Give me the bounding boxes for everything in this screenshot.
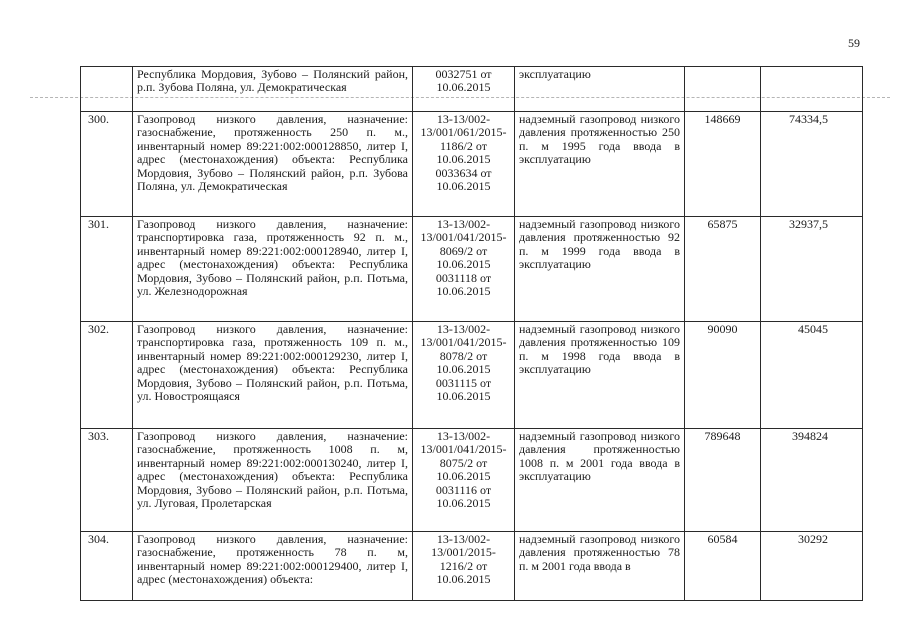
object-characteristics: надземный газопровод низкого давления протяженностью 78 п. м 2001 года ввода в [515,532,685,601]
value-amount: 60584 [685,532,761,601]
value-amount: 148669 [685,112,761,217]
page-number: 59 [848,36,860,50]
object-characteristics: надземный газопровод низкого давления протяженностью 92 п. м 1999 года ввода в эксплуатацию [515,217,685,322]
object-description: Республика Мордовия, Зубово – Полянский район, р.п. Зубова Поляна, ул. Демократическая [133,67,413,112]
row-number: 303. [81,429,133,532]
object-description: Газопровод низкого давления, назначение: транспортировка газа, протяженность 92 п. м., инвентарный номер 89:221:002:000128940, литер I, адрес (местонахождения) объекта: Республика Мордовия, Зубово – Полянский район, р.п. Потьма, ул. Железнодорожная [133,217,413,322]
object-characteristics: надземный газопровод низкого давления протяженностью 250 п. м 1995 года ввода в эксплуатацию [515,112,685,217]
value-amount: 65875 [685,217,761,322]
object-description: Газопровод низкого давления, назначение: газоснабжение, протяженность 78 п. м, инвентарный номер 89:221:002:000129400, литер I, адрес (местонахождения) объекта: [133,532,413,601]
share-amount: 394824 [761,429,863,532]
value-amount [685,67,761,112]
table-row [81,67,863,112]
registration-record: 13-13/002-13/001/061/2015-1186/2 от 10.06.2015 0033634 от 10.06.2015 [413,112,515,217]
registration-record: 13-13/002-13/001/041/2015-8078/2 от 10.06.2015 0031115 от 10.06.2015 [413,322,515,429]
table-row [81,322,863,429]
value-amount: 90090 [685,322,761,429]
share-amount [761,67,863,112]
share-amount: 32937,5 [761,217,863,322]
share-amount: 30292 [761,532,863,601]
value-amount: 789648 [685,429,761,532]
table-row [81,532,863,601]
registration-record: 13-13/002-13/001/041/2015-8075/2 от 10.06.2015 0031116 от 10.06.2015 [413,429,515,532]
object-characteristics: надземный газопровод низкого давления протяженностью 1008 п. м 2001 года ввода в эксплуатацию [515,429,685,532]
registration-record: 13-13/002-13/001/2015-1216/2 от 10.06.2015 [413,532,515,601]
row-number: 301. [81,217,133,322]
row-number: 304. [81,532,133,601]
share-amount: 74334,5 [761,112,863,217]
share-amount: 45045 [761,322,863,429]
table-row [81,429,863,532]
table-row [81,217,863,322]
row-number [81,67,133,112]
row-number: 300. [81,112,133,217]
property-table [80,66,863,601]
registration-record: 0032751 от 10.06.2015 [413,67,515,112]
table-row [81,112,863,217]
object-description: Газопровод низкого давления, назначение: транспортировка газа, протяженность 109 п. м., инвентарный номер 89:221:002:000129230, литер I, адрес (местонахождения) объекта: Республика Мордовия, Зубово – Полянский район, р.п. Потьма, ул. Новостроящаяся [133,322,413,429]
row-number: 302. [81,322,133,429]
object-description: Газопровод низкого давления, назначение: газоснабжение, протяженность 1008 п. м, инвентарный номер 89:221:002:000130240, литер I, адрес (местонахождения) объекта: Республика Мордовия, Зубово – Полянский район, р.п. Потьма, ул. Луговая, Пролетарская [133,429,413,532]
object-description: Газопровод низкого давления, назначение: газоснабжение, протяженность 250 п. м., инвентарный номер 89:221:002:000128850, литер I, адрес (местонахождения) объекта: Республика Мордовия, Зубово – Полянский район, р.п. Зубова Поляна, ул. Демократическая [133,112,413,217]
registration-record: 13-13/002-13/001/041/2015-8069/2 от 10.06.2015 0031118 от 10.06.2015 [413,217,515,322]
object-characteristics: эксплуатацию [515,67,685,112]
object-characteristics: надземный газопровод низкого давления протяженностью 109 п. м 1998 года ввода в эксплуатацию [515,322,685,429]
